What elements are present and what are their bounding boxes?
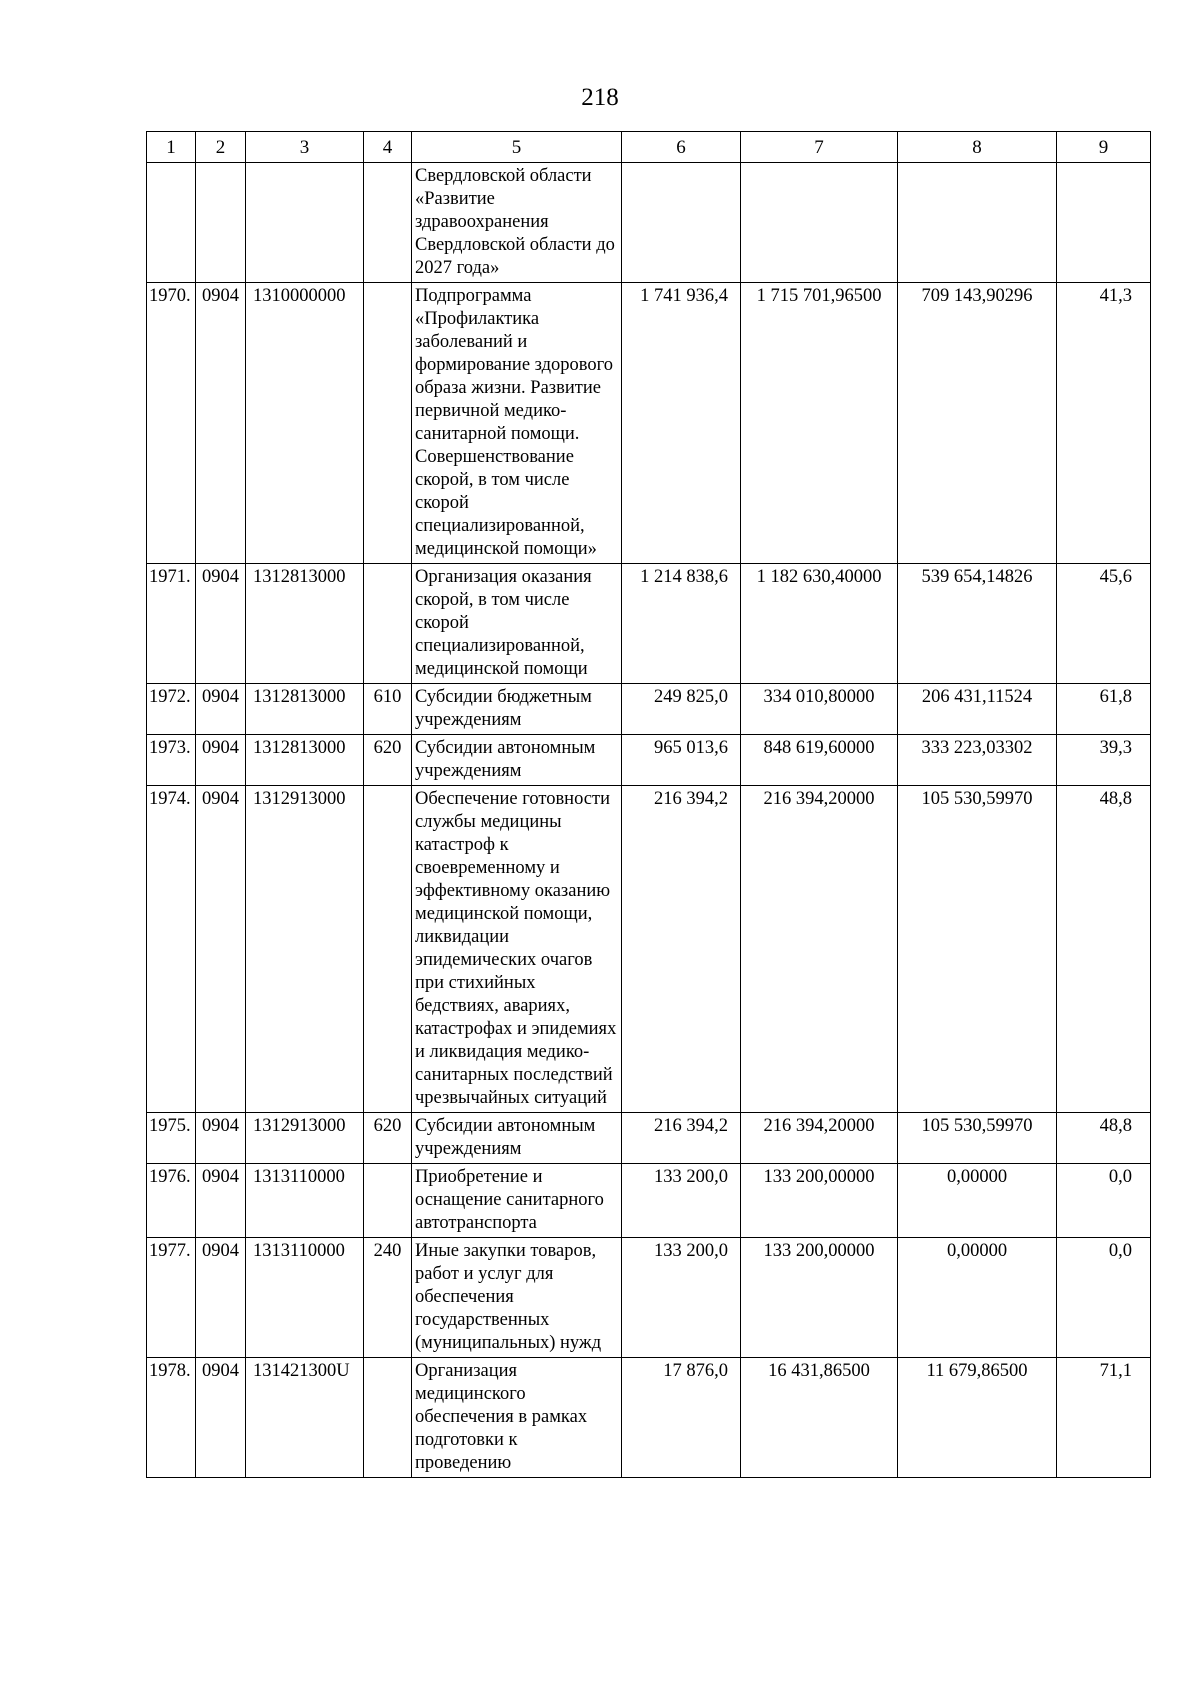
header-row [147,132,1151,163]
row-number-cell: 1977. [147,1238,196,1358]
table-row [147,1113,1151,1164]
section-code-cell: 0904 [196,1164,246,1238]
budget-list-amount-cell: 133 200,00000 [741,1164,898,1238]
executed-amount-cell: 206 431,11524 [898,684,1057,735]
approved-amount-cell: 133 200,0 [622,1164,741,1238]
table-row [147,1164,1151,1238]
column-header: 3 [246,132,364,163]
approved-amount-cell: 965 013,6 [622,735,741,786]
executed-amount-cell: 0,00000 [898,1238,1057,1358]
table-row [147,564,1151,684]
section-code-cell: 0904 [196,283,246,564]
item-name-cell: Иные закупки товаров, работ и услуг для обеспечения государственных (муниципальных) нужд [412,1238,622,1358]
executed-amount-cell: 11 679,86500 [898,1358,1057,1478]
expense-type-cell [364,786,412,1113]
budget-list-amount-cell: 1 715 701,96500 [741,283,898,564]
column-header: 1 [147,132,196,163]
target-article-cell: 1313110000 [246,1238,364,1358]
item-name-cell: Организация оказания скорой, в том числе скорой специализированной, медицинской помощи [412,564,622,684]
approved-amount-cell: 1 741 936,4 [622,283,741,564]
item-name-cell: Подпрограмма «Профилактика заболеваний и формирование здорового образа жизни. Развитие первичной медико-санитарной помощи. Совершенствование скорой, в том числе скорой специализированной, медицинской помощи» [412,283,622,564]
item-name-cell: Свердловской области «Развитие здравоохранения Свердловской области до 2027 года» [412,163,622,283]
column-header: 2 [196,132,246,163]
execution-percent-cell: 45,6 [1057,564,1151,684]
expense-type-cell [364,283,412,564]
section-code-cell: 0904 [196,1113,246,1164]
column-header: 9 [1057,132,1151,163]
row-number-cell: 1970. [147,283,196,564]
approved-amount-cell: 1 214 838,6 [622,564,741,684]
target-article-cell: 1310000000 [246,283,364,564]
approved-amount-cell: 249 825,0 [622,684,741,735]
target-article-cell: 1312913000 [246,786,364,1113]
section-code-cell: 0904 [196,1358,246,1478]
table-row [147,735,1151,786]
target-article-cell [246,163,364,283]
budget-list-amount-cell: 133 200,00000 [741,1238,898,1358]
budget-list-amount-cell: 334 010,80000 [741,684,898,735]
target-article-cell: 1313110000 [246,1164,364,1238]
expense-type-cell: 620 [364,1113,412,1164]
execution-percent-cell: 0,0 [1057,1238,1151,1358]
expense-type-cell [364,163,412,283]
execution-percent-cell: 71,1 [1057,1358,1151,1478]
column-header: 6 [622,132,741,163]
executed-amount-cell: 709 143,90296 [898,283,1057,564]
row-number-cell: 1974. [147,786,196,1113]
column-header: 4 [364,132,412,163]
row-number-cell: 1972. [147,684,196,735]
target-article-cell: 1312813000 [246,684,364,735]
item-name-cell: Субсидии автономным учреждениям [412,735,622,786]
executed-amount-cell: 105 530,59970 [898,786,1057,1113]
expense-type-cell: 610 [364,684,412,735]
row-number-cell [147,163,196,283]
budget-list-amount-cell: 16 431,86500 [741,1358,898,1478]
table-row [147,786,1151,1113]
section-code-cell [196,163,246,283]
row-number-cell: 1978. [147,1358,196,1478]
column-header: 7 [741,132,898,163]
execution-percent-cell: 61,8 [1057,684,1151,735]
row-number-cell: 1975. [147,1113,196,1164]
expense-type-cell: 240 [364,1238,412,1358]
executed-amount-cell: 0,00000 [898,1164,1057,1238]
execution-percent-cell [1057,163,1151,283]
section-code-cell: 0904 [196,786,246,1113]
budget-table [146,131,1151,1478]
execution-percent-cell: 0,0 [1057,1164,1151,1238]
budget-list-amount-cell: 848 619,60000 [741,735,898,786]
section-code-cell: 0904 [196,564,246,684]
execution-percent-cell: 48,8 [1057,1113,1151,1164]
item-name-cell: Субсидии бюджетным учреждениям [412,684,622,735]
section-code-cell: 0904 [196,1238,246,1358]
executed-amount-cell: 539 654,14826 [898,564,1057,684]
target-article-cell: 1312813000 [246,735,364,786]
executed-amount-cell: 333 223,03302 [898,735,1057,786]
budget-list-amount-cell: 1 182 630,40000 [741,564,898,684]
table-row [147,163,1151,283]
budget-list-amount-cell [741,163,898,283]
expense-type-cell: 620 [364,735,412,786]
approved-amount-cell: 133 200,0 [622,1238,741,1358]
budget-list-amount-cell: 216 394,20000 [741,1113,898,1164]
approved-amount-cell: 216 394,2 [622,786,741,1113]
expense-type-cell [364,1358,412,1478]
execution-percent-cell: 39,3 [1057,735,1151,786]
item-name-cell: Организация медицинского обеспечения в рамках подготовки к проведению [412,1358,622,1478]
item-name-cell: Обеспечение готовности службы медицины катастроф к своевременному и эффективному оказанию медицинской помощи, ликвидации эпидемических очагов при стихийных бедствиях, авариях, катастрофах и эпидемиях и ликвидация медико-санитарных последствий чрезвычайных ситуаций [412,786,622,1113]
row-number-cell: 1971. [147,564,196,684]
item-name-cell: Субсидии автономным учреждениям [412,1113,622,1164]
target-article-cell: 131421300U [246,1358,364,1478]
page-number: 218 [581,84,619,111]
execution-percent-cell: 48,8 [1057,786,1151,1113]
expense-type-cell [364,1164,412,1238]
approved-amount-cell [622,163,741,283]
table-row [147,1238,1151,1358]
approved-amount-cell: 17 876,0 [622,1358,741,1478]
executed-amount-cell: 105 530,59970 [898,1113,1057,1164]
table-row [147,283,1151,564]
target-article-cell: 1312913000 [246,1113,364,1164]
approved-amount-cell: 216 394,2 [622,1113,741,1164]
table-body [147,163,1151,1478]
execution-percent-cell: 41,3 [1057,283,1151,564]
row-number-cell: 1976. [147,1164,196,1238]
section-code-cell: 0904 [196,684,246,735]
budget-list-amount-cell: 216 394,20000 [741,786,898,1113]
item-name-cell: Приобретение и оснащение санитарного автотранспорта [412,1164,622,1238]
section-code-cell: 0904 [196,735,246,786]
executed-amount-cell [898,163,1057,283]
column-header: 8 [898,132,1057,163]
table-row [147,684,1151,735]
expense-type-cell [364,564,412,684]
target-article-cell: 1312813000 [246,564,364,684]
row-number-cell: 1973. [147,735,196,786]
table-row [147,1358,1151,1478]
column-header: 5 [412,132,622,163]
